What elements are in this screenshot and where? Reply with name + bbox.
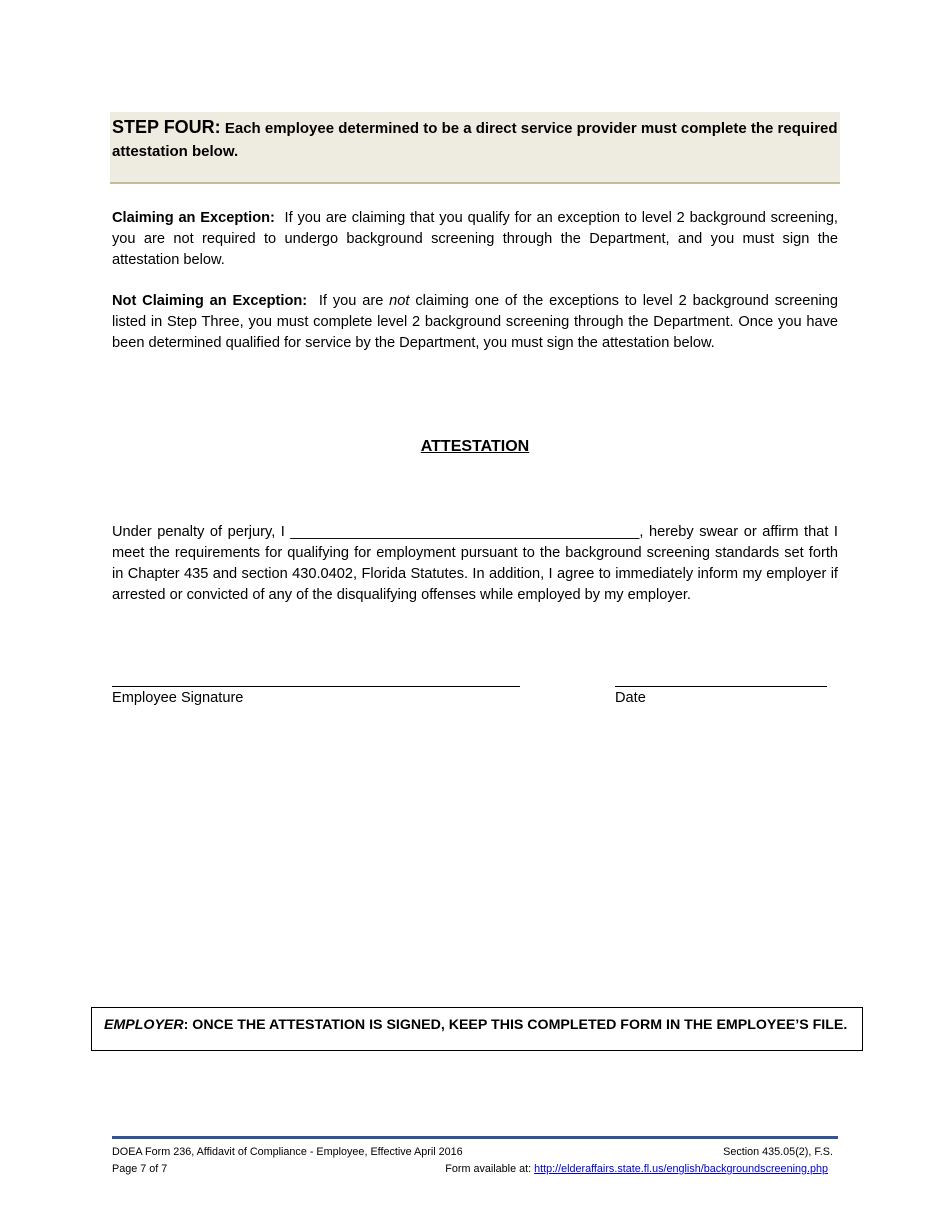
footer-section: Section 435.05(2), F.S. — [723, 1146, 833, 1158]
not-claiming-text-after: claiming one of the exceptions to level 2 background screening listed in Step Three, you must complete level 2 background screening through the Department. Once you have been determined qualified for service by the Department, you must sign the attestation below. — [112, 293, 838, 351]
step-description: Each employee determined to be a direct service provider must complete the required attestation below. — [112, 120, 838, 160]
employer-notice-text: : ONCE THE ATTESTATION IS SIGNED, KEEP THIS COMPLETED FORM IN THE EMPLOYEE’S FILE. — [183, 1017, 848, 1033]
claiming-exception-text: If you are claiming that you qualify for an exception to level 2 background screening, you are not required to undergo background screening through the Department, and you must sign the attestation below. — [112, 210, 838, 268]
footer-available-label: Form available at: — [445, 1163, 532, 1175]
footer-availability — [445, 1163, 828, 1175]
claiming-exception-paragraph — [112, 208, 838, 271]
not-claiming-text-before: If you are — [318, 293, 384, 309]
step-four-banner — [110, 112, 840, 184]
employee-signature-label: Employee Signature — [112, 690, 244, 706]
footer-form-name: DOEA Form 236, Affidavit of Compliance - Employee, Effective April 2016 — [112, 1146, 463, 1158]
not-claiming-emphasis: not — [389, 293, 410, 309]
footer-url-link[interactable]: http://elderaffairs.state.fl.us/english/backgroundscreening.php — [534, 1163, 828, 1175]
footer-rule — [112, 1136, 838, 1139]
employee-signature-line[interactable] — [112, 686, 520, 687]
step-four-text — [112, 116, 840, 163]
not-claiming-exception-label: Not Claiming an Exception: — [112, 293, 308, 309]
footer-page-number: Page 7 of 7 — [112, 1163, 168, 1175]
date-label: Date — [615, 690, 646, 706]
attestation-heading: ATTESTATION — [420, 438, 530, 455]
not-claiming-exception-paragraph — [112, 291, 838, 354]
employer-label: EMPLOYER — [104, 1017, 184, 1033]
claiming-exception-label: Claiming an Exception: — [112, 210, 275, 226]
attestation-text: Under penalty of perjury, I ___________________________________________, hereby swear or affirm that I meet the requirements for qualifying for employment pursuant to the background screening standards set forth in Chapter 435 and section 430.0402, Florida Statutes. In addition, I agree to immediately inform my employer if arrested or convicted of any of the disqualifying offenses while employed by my employer. — [112, 524, 838, 603]
date-line[interactable] — [615, 686, 827, 687]
step-title: STEP FOUR: — [112, 117, 221, 137]
employer-notice — [91, 1007, 863, 1051]
